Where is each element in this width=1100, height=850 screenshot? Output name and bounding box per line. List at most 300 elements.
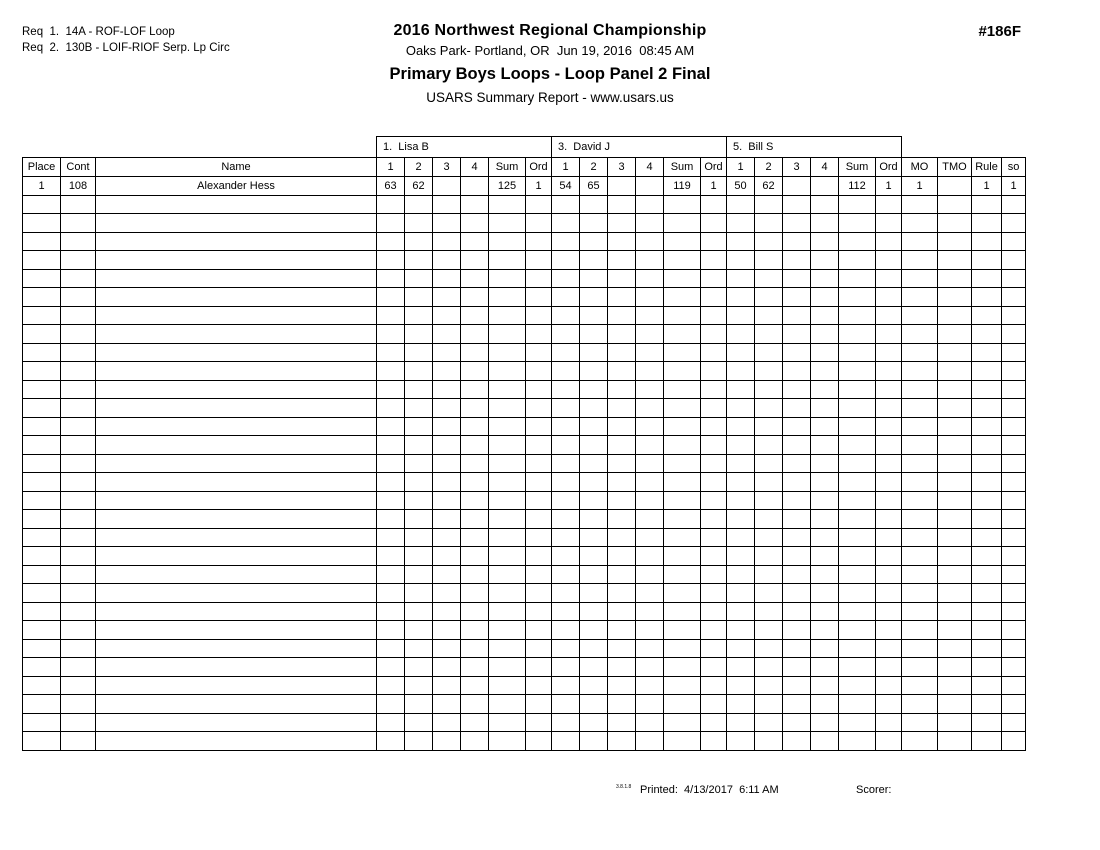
cell-j1-score1 [377, 695, 405, 714]
cell-j3-score1 [727, 399, 755, 418]
cell-j1-score1 [377, 380, 405, 399]
cell-place [23, 232, 61, 251]
empty-row [23, 251, 1026, 270]
cell-place [23, 676, 61, 695]
cell-j3-ord [876, 436, 902, 455]
cell-cont [61, 602, 96, 621]
cell-place [23, 325, 61, 344]
cell-j3-score4 [811, 343, 839, 362]
cell-rule [972, 473, 1002, 492]
cell-j2-ord [701, 288, 727, 307]
cell-j2-score4 [636, 602, 664, 621]
cell-j2-score4 [636, 251, 664, 270]
empty-row [23, 676, 1026, 695]
cell-cont [61, 695, 96, 714]
cell-j1-score1 [377, 232, 405, 251]
cell-j2-score1 [552, 454, 580, 473]
cell-j2-ord [701, 269, 727, 288]
empty-row [23, 269, 1026, 288]
cell-cont [61, 288, 96, 307]
empty-row [23, 436, 1026, 455]
cell-j3-score4 [811, 214, 839, 233]
cell-j3-score3 [783, 325, 811, 344]
cell-j2-sum [664, 639, 701, 658]
cell-j3-score2 [755, 417, 783, 436]
cell-so [1002, 713, 1026, 732]
cell-j1-score1 [377, 399, 405, 418]
cell-j3-score3 [783, 251, 811, 270]
cell-j1-ord [526, 676, 552, 695]
cell-j3-score1 [727, 269, 755, 288]
cell-place [23, 528, 61, 547]
cell-rule [972, 528, 1002, 547]
cell-j2-score1 [552, 602, 580, 621]
cell-j1-sum [489, 695, 526, 714]
empty-row [23, 584, 1026, 603]
cell-j2-score3 [608, 732, 636, 751]
cell-j1-score1 [377, 491, 405, 510]
cell-j1-sum [489, 473, 526, 492]
cell-j3-score1 [727, 306, 755, 325]
cell-j1-score2 [405, 602, 433, 621]
cell-j1-ord [526, 658, 552, 677]
cell-j2-score1 [552, 214, 580, 233]
cell-j1-score2 [405, 732, 433, 751]
cell-j1-score2 [405, 362, 433, 381]
cell-rule [972, 602, 1002, 621]
cell-j3-score2 [755, 380, 783, 399]
col-header-j1-1: 1 [377, 158, 405, 177]
cell-j2-score3 [608, 473, 636, 492]
cell-j2-score2 [580, 547, 608, 566]
cell-cont [61, 565, 96, 584]
cell-j1-score1 [377, 602, 405, 621]
cell-j3-score1 [727, 676, 755, 695]
cell-j3-score2 [755, 658, 783, 677]
cell-j3-score4 [811, 251, 839, 270]
cell-place [23, 473, 61, 492]
cell-place [23, 547, 61, 566]
cell-j3-score2 [755, 695, 783, 714]
cell-j1-score2 [405, 713, 433, 732]
cell-place [23, 639, 61, 658]
cell-j1-score3 [433, 362, 461, 381]
cell-j1-score4 [461, 306, 489, 325]
cell-j3-sum: 112 [839, 177, 876, 196]
cell-j1-score3 [433, 436, 461, 455]
judge-3-banner: 5. Bill S [727, 137, 902, 158]
empty-row [23, 473, 1026, 492]
cell-j2-score4 [636, 565, 664, 584]
cell-rule [972, 510, 1002, 529]
cell-cont [61, 306, 96, 325]
cell-j1-ord [526, 732, 552, 751]
cell-j2-score1 [552, 639, 580, 658]
cell-j1-ord [526, 269, 552, 288]
cell-j2-score4 [636, 713, 664, 732]
cell-tmo [938, 584, 972, 603]
cell-rule [972, 491, 1002, 510]
cell-j2-sum [664, 399, 701, 418]
cell-j3-score4 [811, 454, 839, 473]
empty-row [23, 343, 1026, 362]
cell-j2-score3 [608, 491, 636, 510]
empty-row [23, 565, 1026, 584]
cell-tmo [938, 251, 972, 270]
cell-j1-score1 [377, 732, 405, 751]
cell-j1-score3 [433, 621, 461, 640]
cell-rule [972, 713, 1002, 732]
cell-j2-ord [701, 547, 727, 566]
cell-j1-score4 [461, 713, 489, 732]
cell-j3-score1 [727, 417, 755, 436]
cell-j3-score1 [727, 473, 755, 492]
cell-mo [902, 602, 938, 621]
cell-j1-score3 [433, 288, 461, 307]
cell-j3-score4 [811, 510, 839, 529]
cell-cont [61, 491, 96, 510]
cell-cont [61, 584, 96, 603]
cell-so [1002, 232, 1026, 251]
cell-j3-ord [876, 306, 902, 325]
cell-place [23, 565, 61, 584]
cell-so [1002, 269, 1026, 288]
cell-mo [902, 565, 938, 584]
cell-j2-score3 [608, 362, 636, 381]
cell-j2-score1 [552, 362, 580, 381]
cell-j2-sum [664, 547, 701, 566]
cell-tmo [938, 491, 972, 510]
cell-j3-score1 [727, 713, 755, 732]
cell-j3-score1 [727, 232, 755, 251]
cell-j1-ord [526, 343, 552, 362]
cell-j1-score1 [377, 454, 405, 473]
cell-mo [902, 325, 938, 344]
cell-j2-sum [664, 454, 701, 473]
cell-j3-ord [876, 713, 902, 732]
cell-cont [61, 417, 96, 436]
cell-place [23, 602, 61, 621]
cell-tmo [938, 177, 972, 196]
cell-j1-score4 [461, 436, 489, 455]
cell-j3-ord [876, 621, 902, 640]
cell-j2-score2 [580, 380, 608, 399]
cell-so [1002, 473, 1026, 492]
cell-j3-score4 [811, 195, 839, 214]
cell-mo [902, 362, 938, 381]
cell-cont: 108 [61, 177, 96, 196]
cell-j3-score1 [727, 528, 755, 547]
cell-j3-score3 [783, 547, 811, 566]
cell-j2-score2 [580, 510, 608, 529]
cell-j1-score2 [405, 399, 433, 418]
cell-j2-ord [701, 510, 727, 529]
cell-j2-ord [701, 380, 727, 399]
cell-j1-ord [526, 565, 552, 584]
cell-mo [902, 676, 938, 695]
cell-j3-sum [839, 584, 876, 603]
cell-j1-score1 [377, 343, 405, 362]
cell-j1-score4 [461, 695, 489, 714]
cell-j3-ord [876, 565, 902, 584]
cell-j1-score4 [461, 214, 489, 233]
cell-j1-score2 [405, 584, 433, 603]
cell-j1-score4 [461, 510, 489, 529]
cell-j2-score3 [608, 325, 636, 344]
cell-j1-sum [489, 306, 526, 325]
cell-j2-ord [701, 362, 727, 381]
cell-j1-sum [489, 713, 526, 732]
cell-tmo [938, 362, 972, 381]
cell-place [23, 584, 61, 603]
cell-j2-sum [664, 436, 701, 455]
cell-j2-ord [701, 195, 727, 214]
cell-so [1002, 510, 1026, 529]
cell-j2-ord [701, 565, 727, 584]
cell-tmo [938, 528, 972, 547]
cell-j1-score2 [405, 454, 433, 473]
cell-j3-score2 [755, 214, 783, 233]
cell-cont [61, 658, 96, 677]
empty-row [23, 195, 1026, 214]
cell-j1-sum [489, 195, 526, 214]
col-header-tmo: TMO [938, 158, 972, 177]
cell-j1-score4 [461, 676, 489, 695]
cell-j1-score3 [433, 491, 461, 510]
cell-j2-sum [664, 621, 701, 640]
cell-j2-score2 [580, 584, 608, 603]
cell-place [23, 288, 61, 307]
cell-j3-sum [839, 288, 876, 307]
cell-tmo [938, 695, 972, 714]
cell-j3-sum [839, 325, 876, 344]
cell-j3-score2 [755, 288, 783, 307]
cell-mo [902, 436, 938, 455]
cell-rule [972, 232, 1002, 251]
cell-j3-sum [839, 732, 876, 751]
cell-j2-ord [701, 732, 727, 751]
cell-so [1002, 306, 1026, 325]
cell-j1-score1 [377, 528, 405, 547]
cell-name [96, 343, 377, 362]
cell-j2-ord [701, 695, 727, 714]
cell-cont [61, 195, 96, 214]
title-block [0, 22, 1100, 105]
cell-j1-ord [526, 380, 552, 399]
empty-row [23, 491, 1026, 510]
cell-so [1002, 436, 1026, 455]
cell-name [96, 658, 377, 677]
cell-j1-sum [489, 565, 526, 584]
cell-j2-score1 [552, 713, 580, 732]
cell-j2-score1 [552, 584, 580, 603]
cell-j1-score2 [405, 436, 433, 455]
cell-j1-ord [526, 547, 552, 566]
cell-j3-sum [839, 232, 876, 251]
cell-j3-score2 [755, 732, 783, 751]
col-header-j3-4: 4 [811, 158, 839, 177]
empty-row [23, 399, 1026, 418]
cell-j2-score1 [552, 528, 580, 547]
cell-place [23, 343, 61, 362]
cell-j3-score3 [783, 528, 811, 547]
cell-j3-ord [876, 473, 902, 492]
cell-j1-ord [526, 399, 552, 418]
cell-j2-sum [664, 473, 701, 492]
cell-rule [972, 454, 1002, 473]
empty-row [23, 510, 1026, 529]
cell-j2-score4 [636, 399, 664, 418]
cell-j1-score4 [461, 232, 489, 251]
cell-j1-score4 [461, 325, 489, 344]
cell-j1-score1 [377, 325, 405, 344]
cell-j2-sum [664, 195, 701, 214]
cell-j3-sum [839, 380, 876, 399]
cell-j3-ord [876, 269, 902, 288]
cell-j3-score3 [783, 565, 811, 584]
cell-j2-sum [664, 325, 701, 344]
cell-so [1002, 380, 1026, 399]
cell-j3-ord [876, 695, 902, 714]
cell-j3-score2 [755, 436, 783, 455]
cell-j3-sum [839, 362, 876, 381]
col-header-j3-1: 1 [727, 158, 755, 177]
cell-j3-sum [839, 658, 876, 677]
cell-mo [902, 695, 938, 714]
cell-j3-score1 [727, 602, 755, 621]
cell-j3-score4 [811, 306, 839, 325]
cell-j1-score1 [377, 584, 405, 603]
cell-j2-score4 [636, 584, 664, 603]
cell-j2-score4 [636, 547, 664, 566]
cell-j2-score4 [636, 306, 664, 325]
cell-j3-score1 [727, 436, 755, 455]
cell-so [1002, 251, 1026, 270]
cell-j2-score3 [608, 380, 636, 399]
cell-j1-score4 [461, 547, 489, 566]
cell-j3-score2 [755, 325, 783, 344]
cell-j2-score1 [552, 269, 580, 288]
cell-rule [972, 306, 1002, 325]
cell-j2-score3 [608, 232, 636, 251]
cell-j1-score1 [377, 473, 405, 492]
cell-j2-sum [664, 510, 701, 529]
cell-j2-score4 [636, 528, 664, 547]
cell-tmo [938, 288, 972, 307]
cell-j2-score4 [636, 732, 664, 751]
cell-j2-sum [664, 214, 701, 233]
cell-j3-score2 [755, 195, 783, 214]
cell-j3-score2 [755, 491, 783, 510]
cell-j2-sum [664, 417, 701, 436]
cell-j1-score3 [433, 454, 461, 473]
cell-j1-sum [489, 214, 526, 233]
cell-j2-score1 [552, 288, 580, 307]
banner-spacer-left [23, 137, 377, 158]
cell-j1-ord [526, 528, 552, 547]
cell-j3-score1 [727, 195, 755, 214]
cell-j3-score3 [783, 195, 811, 214]
cell-j1-score3 [433, 306, 461, 325]
cell-name [96, 417, 377, 436]
cell-j2-score1 [552, 695, 580, 714]
cell-j2-score2 [580, 399, 608, 418]
cell-so [1002, 491, 1026, 510]
cell-j2-sum [664, 565, 701, 584]
cell-j2-sum [664, 288, 701, 307]
cell-j1-score2 [405, 195, 433, 214]
cell-j2-ord [701, 232, 727, 251]
cell-name [96, 547, 377, 566]
cell-cont [61, 214, 96, 233]
cell-j2-score4 [636, 214, 664, 233]
cell-mo: 1 [902, 177, 938, 196]
empty-row [23, 362, 1026, 381]
cell-cont [61, 547, 96, 566]
cell-j1-score2 [405, 417, 433, 436]
cell-j3-ord [876, 343, 902, 362]
cell-j2-score2 [580, 639, 608, 658]
cell-j3-score4 [811, 732, 839, 751]
cell-j3-score3 [783, 362, 811, 381]
cell-cont [61, 732, 96, 751]
cell-j3-sum [839, 491, 876, 510]
cell-so [1002, 676, 1026, 695]
cell-j2-score1 [552, 491, 580, 510]
empty-row [23, 528, 1026, 547]
cell-j3-score4 [811, 695, 839, 714]
cell-j2-ord [701, 436, 727, 455]
cell-j3-score4 [811, 602, 839, 621]
cell-j3-score1 [727, 695, 755, 714]
cell-j3-ord [876, 676, 902, 695]
cell-name [96, 288, 377, 307]
cell-j3-score2 [755, 584, 783, 603]
cell-rule [972, 676, 1002, 695]
cell-j2-ord [701, 417, 727, 436]
cell-j3-score1 [727, 214, 755, 233]
cell-j1-score1: 63 [377, 177, 405, 196]
empty-row [23, 547, 1026, 566]
cell-tmo [938, 306, 972, 325]
cell-j3-score2 [755, 602, 783, 621]
cell-j2-sum: 119 [664, 177, 701, 196]
cell-j1-score4 [461, 584, 489, 603]
cell-rule [972, 288, 1002, 307]
cell-j2-score2 [580, 454, 608, 473]
cell-j2-score4 [636, 510, 664, 529]
col-header-so: so [1002, 158, 1026, 177]
cell-j1-score3 [433, 380, 461, 399]
cell-tmo [938, 676, 972, 695]
cell-j1-score1 [377, 214, 405, 233]
cell-j1-score3 [433, 639, 461, 658]
col-header-place: Place [23, 158, 61, 177]
cell-j3-sum [839, 565, 876, 584]
cell-j2-sum [664, 676, 701, 695]
cell-j3-ord [876, 491, 902, 510]
cell-j1-ord [526, 195, 552, 214]
cell-j3-score4 [811, 565, 839, 584]
cell-j3-score3 [783, 177, 811, 196]
cell-name [96, 695, 377, 714]
cell-name [96, 380, 377, 399]
cell-place [23, 380, 61, 399]
cell-j2-sum [664, 732, 701, 751]
cell-j1-sum [489, 676, 526, 695]
cell-j1-ord [526, 639, 552, 658]
cell-rule [972, 251, 1002, 270]
